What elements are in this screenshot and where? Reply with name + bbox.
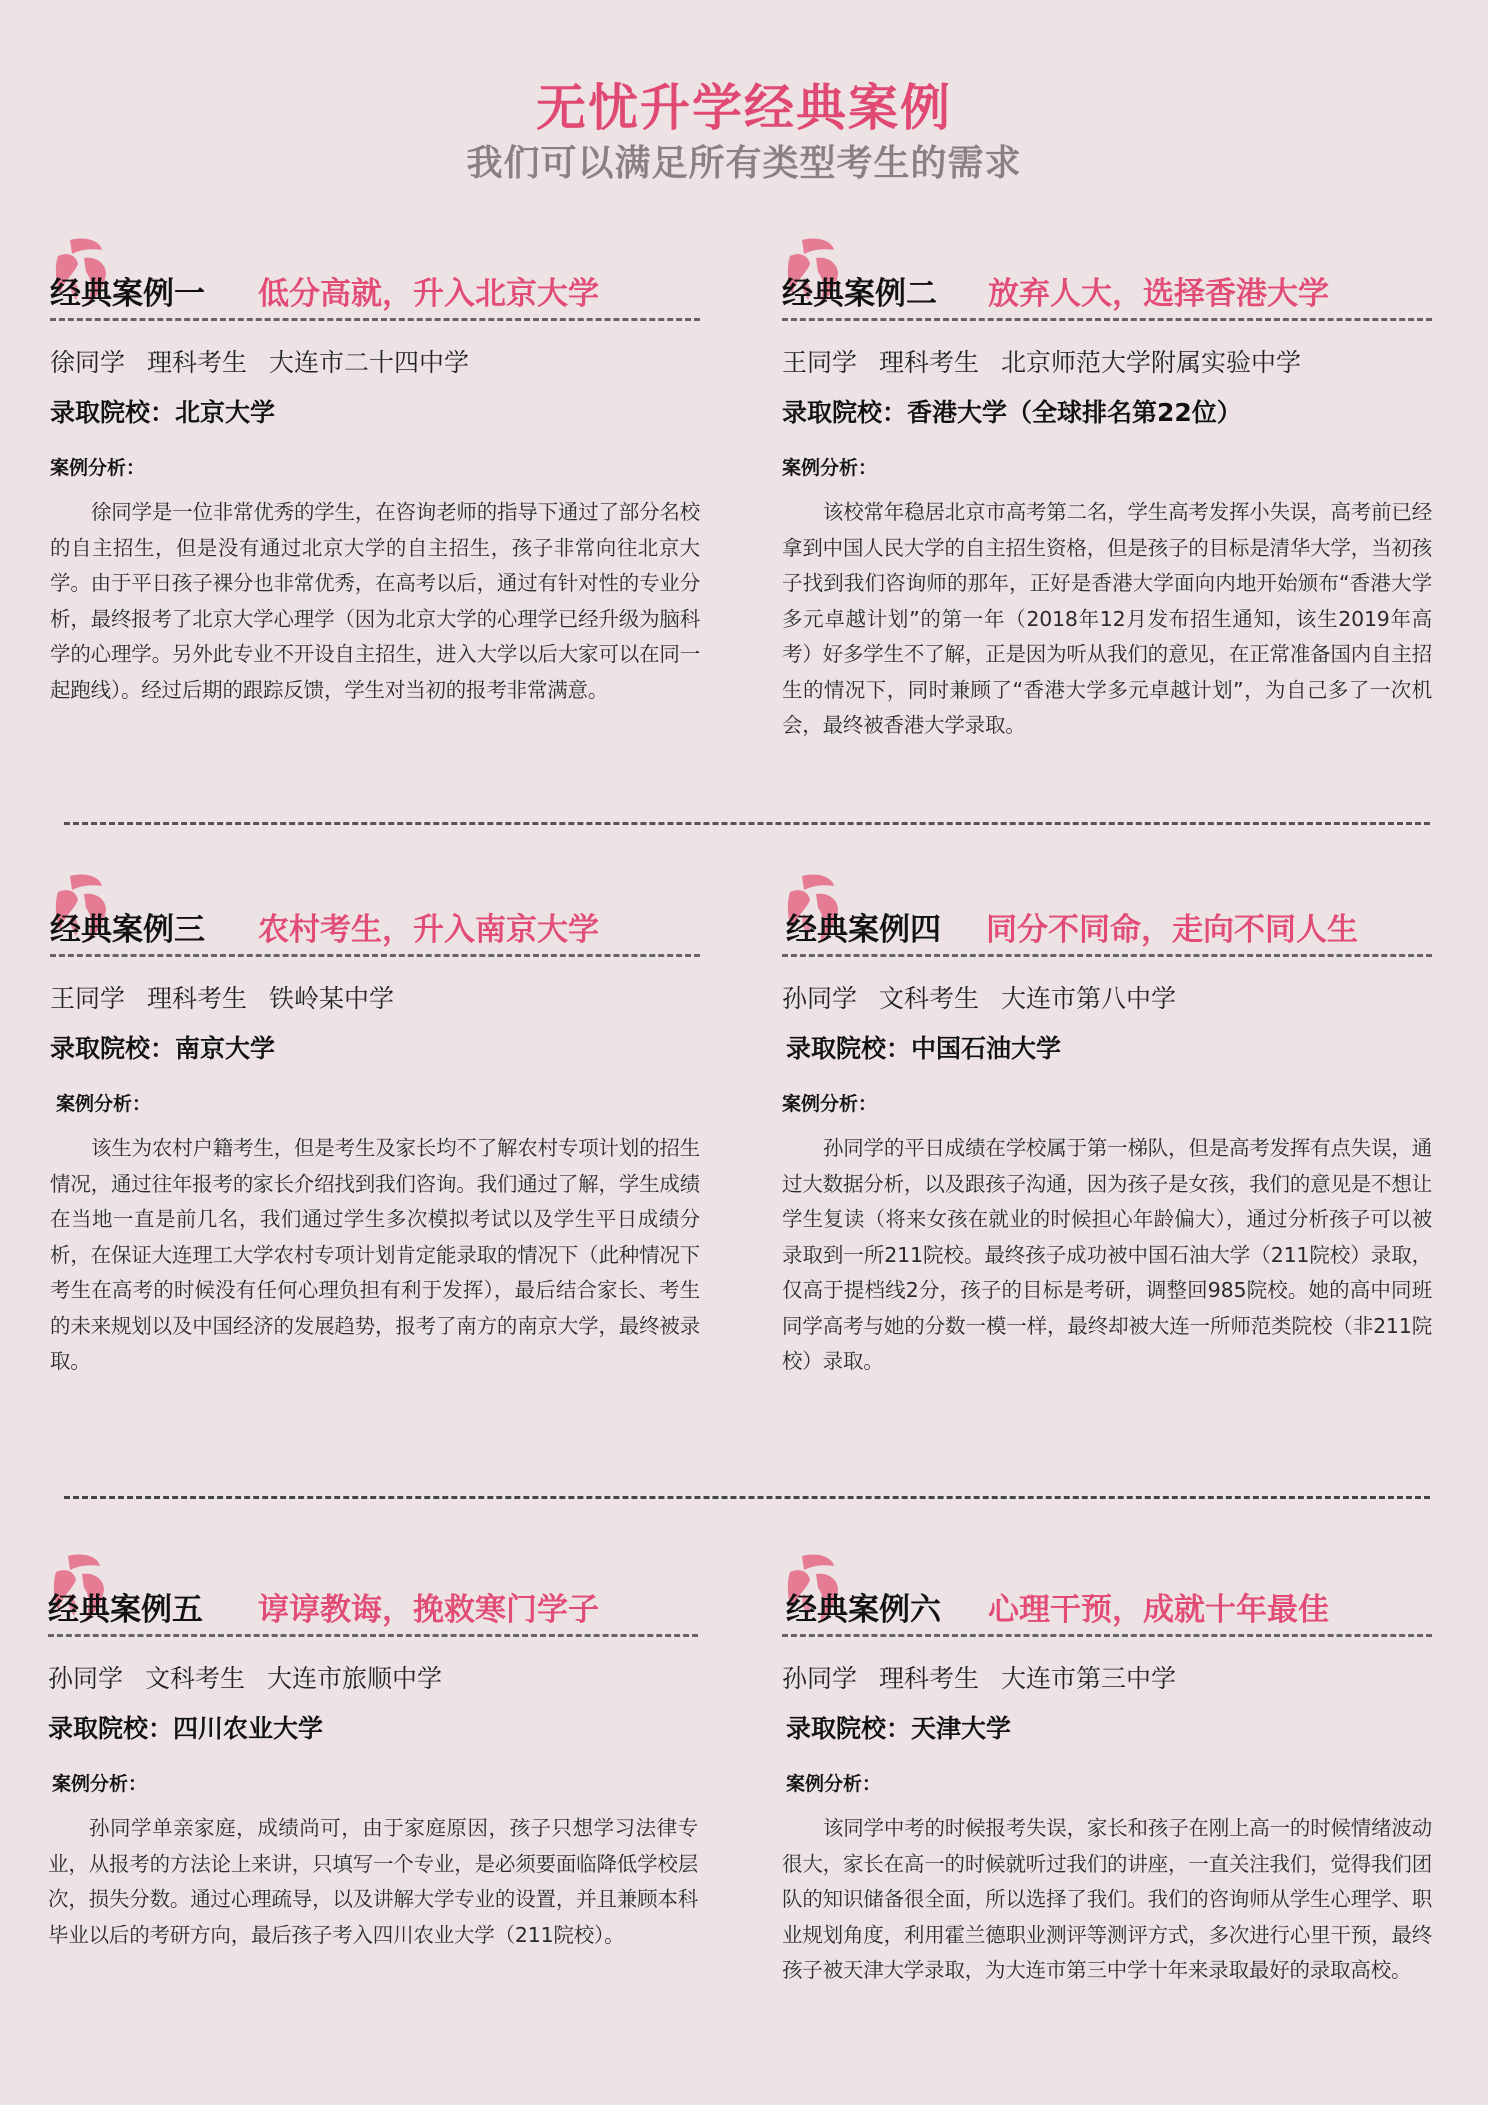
- case-slogan: 农村考生，升入南京大学: [258, 912, 599, 948]
- row-divider: [64, 822, 1430, 825]
- student-name: 王同学: [50, 984, 126, 1013]
- case-slogan: 同分不同命，走向不同人生: [986, 912, 1358, 948]
- student-name: 孙同学: [782, 1664, 858, 1693]
- student-school: 大连市第八中学: [1001, 984, 1177, 1013]
- case-slogan: 谆谆教诲，挽救寒门学子: [258, 1592, 599, 1628]
- case-block-5: [48, 1578, 698, 1953]
- case-block-2: [782, 262, 1432, 744]
- student-type: 理科考生: [147, 348, 248, 377]
- analysis-label: 案例分析：: [56, 1093, 152, 1115]
- student-name: 王同学: [782, 348, 858, 377]
- student-name: 孙同学: [782, 984, 858, 1013]
- admitted-university: 中国石油大学: [911, 1034, 1062, 1063]
- student-school: 大连市第三中学: [1001, 1664, 1177, 1693]
- student-info: [50, 979, 700, 1015]
- analysis-text: 徐同学是一位非常优秀的学生，在咨询老师的指导下通过了部分名校的自主招生，但是没有通过北京大学的自主招生，孩子非常向往北京大学。由于平日孩子裸分也非常优秀，在高考以后，通过有针对性的专业分析，最终报考了北京大学心理学（因为北京大学的心理学已经升级为脑科学的心理学。另外此专业不开设自主招生，进入大学以后大家可以在同一起跑线）。经过后期的跟踪反馈，学生对当初的报考非常满意。: [50, 500, 700, 702]
- analysis-label: 案例分析：: [782, 457, 878, 479]
- case-slogan: 低分高就，升入北京大学: [258, 276, 599, 312]
- admission-line: [50, 1029, 700, 1067]
- case-number: 经典案例四: [786, 912, 941, 948]
- case-divider: [50, 954, 700, 957]
- student-info: [782, 1659, 1432, 1695]
- admit-label: 录取院校：: [50, 398, 176, 427]
- admission-line: [48, 1709, 698, 1747]
- admission-line: [786, 1029, 1432, 1067]
- student-school: 北京师范大学附属实验中学: [1001, 348, 1302, 377]
- case-number: 经典案例六: [786, 1592, 941, 1628]
- student-type: 文科考生: [879, 984, 980, 1013]
- analysis-text: 该校常年稳居北京市高考第二名，学生高考发挥小失误，高考前已经拿到中国人民大学的自主招生资格，但是孩子的目标是清华大学，当初孩子找到我们咨询师的那年，正好是香港大学面向内地开始颁布“香港大学多元卓越计划”的第一年（2018年12月发布招生通知，该生2019年高考）好多学生不了解，正是因为听从我们的意见，在正常准备国内自主招生的情况下，同时兼顾了“香港大学多元卓越计划”，为自己多了一次机会，最终被香港大学录取。: [782, 500, 1432, 737]
- case-number: 经典案例三: [50, 912, 205, 948]
- page-title: 无忧升学经典案例: [536, 78, 952, 137]
- case-number: 经典案例一: [50, 276, 205, 312]
- admit-label: 录取院校：: [786, 1034, 912, 1063]
- analysis-text: 孙同学单亲家庭，成绩尚可，由于家庭原因，孩子只想学习法律专业，从报考的方法论上来讲，只填写一个专业，是必须要面临降低学校层次，损失分数。通过心理疏导，以及讲解大学专业的设置，并且兼顾本科毕业以后的考研方向，最后孩子考入四川农业大学（211院校）。: [48, 1816, 698, 1947]
- admitted-university: 北京大学: [175, 398, 276, 427]
- analysis-text: 该生为农村户籍考生，但是考生及家长均不了解农村专项计划的招生情况，通过往年报考的家长介绍找到我们咨询。我们通过了解，学生成绩在当地一直是前几名，我们通过学生多次模拟考试以及学生平日成绩分析，在保证大连理工大学农村专项计划肯定能录取的情况下（此种情况下考生在高考的时候没有任何心理负担有利于发挥），最后结合家长、考生的未来规划以及中国经济的发展趋势，报考了南方的南京大学，最终被录取。: [50, 1136, 700, 1373]
- case-divider: [50, 318, 700, 321]
- case-divider: [782, 954, 1432, 957]
- analysis-label: 案例分析：: [782, 1093, 878, 1115]
- case-block-4: [782, 898, 1432, 1380]
- student-info: [48, 1659, 698, 1695]
- admission-line: [782, 393, 1432, 431]
- admit-label: 录取院校：: [50, 1034, 176, 1063]
- student-name: 孙同学: [48, 1664, 124, 1693]
- student-school: 铁岭某中学: [269, 984, 395, 1013]
- row-divider: [64, 1496, 1430, 1499]
- analysis-label: 案例分析：: [786, 1773, 882, 1795]
- analysis-text: 该同学中考的时候报考失误，家长和孩子在刚上高一的时候情绪波动很大，家长在高一的时候就听过我们的讲座，一直关注我们，觉得我们团队的知识储备很全面，所以选择了我们。我们的咨询师从学生心理学、职业规划角度，利用霍兰德职业测评等测评方式，多次进行心里干预，最终孩子被天津大学录取，为大连市第三中学十年来录取最好的录取高校。: [782, 1816, 1432, 1982]
- student-school: 大连市二十四中学: [269, 348, 470, 377]
- case-number: 经典案例二: [782, 276, 937, 312]
- student-name: 徐同学: [50, 348, 126, 377]
- case-divider: [782, 1634, 1432, 1637]
- admitted-university: 香港大学（全球排名第22位）: [907, 398, 1242, 427]
- student-type: 理科考生: [879, 1664, 980, 1693]
- student-info: [50, 343, 700, 379]
- admitted-university: 天津大学: [911, 1714, 1012, 1743]
- analysis-text: 孙同学的平日成绩在学校属于第一梯队，但是高考发挥有点失误，通过大数据分析，以及跟孩子沟通，因为孩子是女孩，我们的意见是不想让学生复读（将来女孩在就业的时候担心年龄偏大），通过分析孩子可以被录取到一所211院校。最终孩子成功被中国石油大学（211院校）录取，仅高于提档线2分，孩子的目标是考研，调整回985院校。她的高中同班同学高考与她的分数一模一样，最终却被大连一所师范类院校（非211院校）录取。: [782, 1136, 1432, 1373]
- case-divider: [782, 318, 1432, 321]
- analysis-label: 案例分析：: [50, 457, 146, 479]
- admit-label: 录取院校：: [782, 398, 908, 427]
- student-type: 文科考生: [145, 1664, 246, 1693]
- admission-line: [50, 393, 700, 431]
- student-type: 理科考生: [879, 348, 980, 377]
- admitted-university: 四川农业大学: [173, 1714, 324, 1743]
- case-slogan: 放弃人大，选择香港大学: [988, 276, 1329, 312]
- case-block-6: [782, 1578, 1432, 1989]
- case-divider: [48, 1634, 698, 1637]
- admit-label: 录取院校：: [786, 1714, 912, 1743]
- student-type: 理科考生: [147, 984, 248, 1013]
- case-slogan: 心理干预，成就十年最佳: [988, 1592, 1329, 1628]
- admit-label: 录取院校：: [48, 1714, 174, 1743]
- page-subtitle: 我们可以满足所有类型考生的需求: [466, 142, 1022, 184]
- case-block-1: [50, 262, 700, 708]
- case-block-3: [50, 898, 700, 1380]
- case-number: 经典案例五: [48, 1592, 203, 1628]
- student-info: [782, 343, 1432, 379]
- admitted-university: 南京大学: [175, 1034, 276, 1063]
- student-school: 大连市旅顺中学: [267, 1664, 443, 1693]
- analysis-label: 案例分析：: [52, 1773, 148, 1795]
- student-info: [782, 979, 1432, 1015]
- admission-line: [786, 1709, 1432, 1747]
